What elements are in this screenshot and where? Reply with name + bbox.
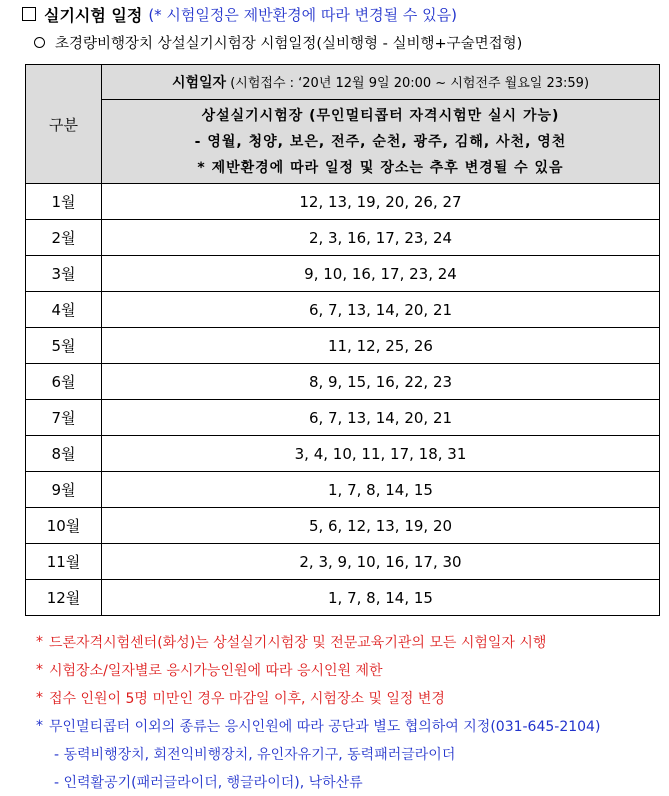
asterisk-icon: * <box>36 634 43 650</box>
asterisk-icon: * <box>36 662 43 678</box>
exam-schedule-table <box>25 64 660 616</box>
asterisk-icon: * <box>36 690 43 706</box>
subnote-item: - 인력활공기(패러글라이더, 행글라이더), 낙하산류 <box>54 775 363 791</box>
subnote-item: - 동력비행장치, 회전익비행장치, 유인자유기구, 동력패러글라이더 <box>54 747 456 763</box>
month-cell: 1월 <box>26 184 102 220</box>
venue-header <box>102 100 660 184</box>
table-header-row <box>26 65 660 100</box>
table-row <box>26 256 660 292</box>
table-row <box>26 436 660 472</box>
subheading <box>34 30 522 54</box>
table-row <box>26 328 660 364</box>
month-cell: 12월 <box>26 580 102 616</box>
month-cell: 8월 <box>26 436 102 472</box>
table-row <box>26 364 660 400</box>
note-item <box>36 656 666 684</box>
table-row <box>26 292 660 328</box>
checkbox-square-icon <box>22 7 36 21</box>
dates-cell: 11, 12, 25, 26 <box>102 328 660 364</box>
month-cell: 9월 <box>26 472 102 508</box>
heading-title: 실기시험 일정 <box>44 5 143 25</box>
month-cell: 10월 <box>26 508 102 544</box>
exam-date-header-label: 시험일자 <box>171 75 227 91</box>
note-item <box>36 628 666 656</box>
note-text: 시험장소/일자별로 응시가능인원에 따라 응시인원 제한 <box>49 663 383 679</box>
venue-line: * 제반환경에 따라 일정 및 장소는 추후 변경될 수 있음 <box>197 159 564 176</box>
dates-cell: 12, 13, 19, 20, 26, 27 <box>102 184 660 220</box>
dates-cell: 9, 10, 16, 17, 23, 24 <box>102 256 660 292</box>
month-cell: 2월 <box>26 220 102 256</box>
note-item <box>36 684 666 712</box>
note-item <box>36 712 666 740</box>
table-row <box>26 400 660 436</box>
table-row <box>26 580 660 616</box>
month-cell: 7월 <box>26 400 102 436</box>
month-cell: 11월 <box>26 544 102 580</box>
dates-cell: 8, 9, 15, 16, 22, 23 <box>102 364 660 400</box>
dates-cell: 3, 4, 10, 11, 17, 18, 31 <box>102 436 660 472</box>
section-heading <box>22 2 457 26</box>
heading-note: (* 시험일정은 제반환경에 따라 변경될 수 있음) <box>148 5 457 24</box>
asterisk-icon: * <box>36 718 43 734</box>
dates-cell: 5, 6, 12, 13, 19, 20 <box>102 508 660 544</box>
notes-section <box>36 628 666 796</box>
table-row <box>26 184 660 220</box>
subheading-text: 초경량비행장치 상설실기시험장 시험일정(실비행형 - 실비행+구술면접형) <box>55 35 523 52</box>
exam-date-header <box>102 65 660 100</box>
dates-cell: 2, 3, 16, 17, 23, 24 <box>102 220 660 256</box>
dates-cell: 1, 7, 8, 14, 15 <box>102 472 660 508</box>
month-cell: 4월 <box>26 292 102 328</box>
venue-line: 상설실기시험장 (무인멀티콥터 자격시험만 실시 가능) <box>201 107 560 124</box>
dates-cell: 2, 3, 9, 10, 16, 17, 30 <box>102 544 660 580</box>
dates-cell: 6, 7, 13, 14, 20, 21 <box>102 400 660 436</box>
month-cell: 6월 <box>26 364 102 400</box>
dates-cell: 1, 7, 8, 14, 15 <box>102 580 660 616</box>
table-row <box>26 508 660 544</box>
dates-cell: 6, 7, 13, 14, 20, 21 <box>102 292 660 328</box>
venue-line: - 영월, 청양, 보은, 전주, 순천, 광주, 김해, 사천, 영천 <box>194 133 567 150</box>
table-row <box>26 220 660 256</box>
month-cell: 5월 <box>26 328 102 364</box>
table-row <box>26 472 660 508</box>
note-text: 접수 인원이 5명 미만인 경우 마감일 이후, 시험장소 및 일정 변경 <box>49 691 445 707</box>
note-text: 무인멀티콥터 이외의 종류는 응시인원에 따라 공단과 별도 협의하여 지정(031-645-2104) <box>49 719 601 735</box>
circle-bullet-icon <box>34 37 45 48</box>
venue-header-row <box>26 100 660 184</box>
exam-date-header-detail: (시험접수 : ‘20년 12월 9일 20:00 ~ 시험전주 월요일 23:59) <box>226 76 590 91</box>
category-header: 구분 <box>26 65 102 184</box>
month-cell: 3월 <box>26 256 102 292</box>
table-row <box>26 544 660 580</box>
note-text: 드론자격시험센터(화성)는 상설실기시험장 및 전문교육기관의 모든 시험일자 시행 <box>49 635 547 651</box>
